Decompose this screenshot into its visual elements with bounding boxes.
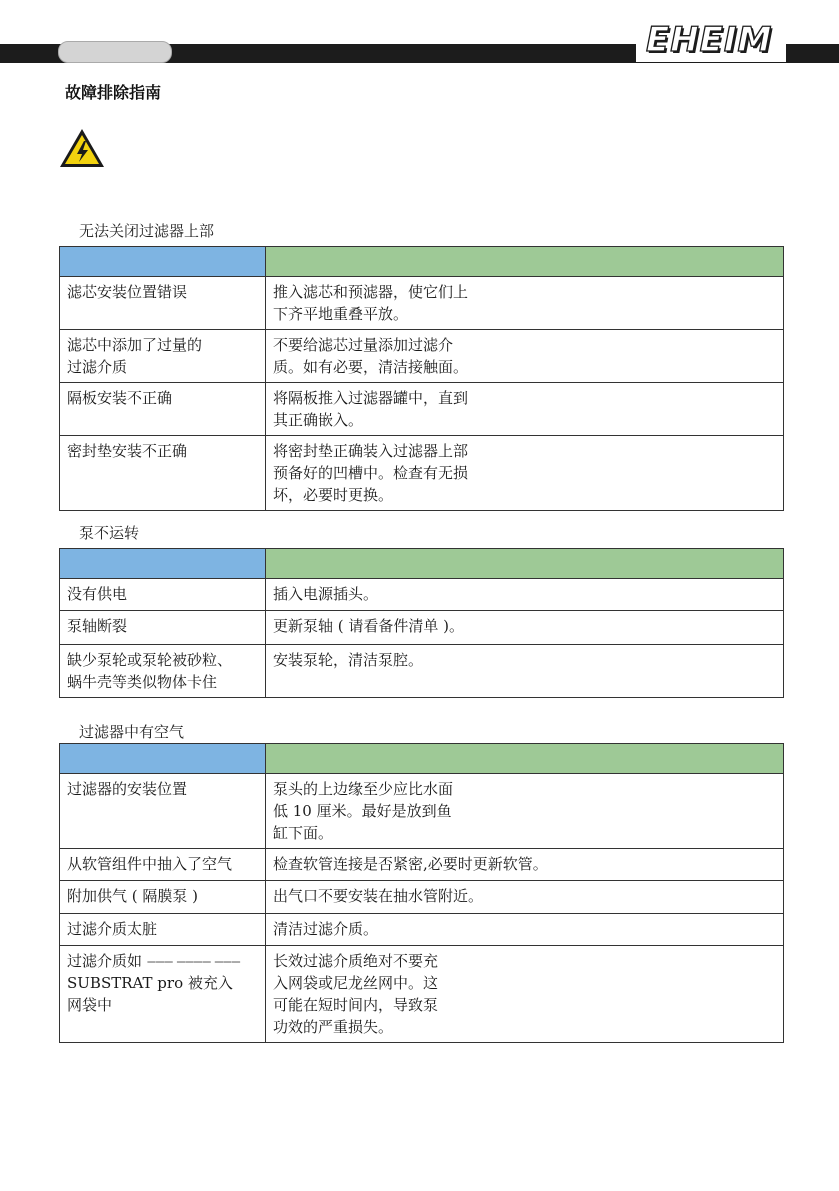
- cause-cell: 从软管组件中抽入了空气: [60, 849, 266, 881]
- table-row: [60, 946, 784, 1043]
- remedy-cell: 插入电源插头。: [266, 579, 784, 611]
- table-header-row: [60, 549, 784, 579]
- remedy-cell: 出气口不要安装在抽水管附近。: [266, 881, 784, 914]
- table-row: [60, 436, 784, 511]
- cause-cell: 过滤介质如 ‒‒‒ ‒‒‒‒ ‒‒‒ SUBSTRAT pro 被充入 网袋中: [60, 946, 266, 1043]
- eheim-logo: EHEIM: [646, 20, 773, 60]
- cause-cell: 滤芯中添加了过量的 过滤介质: [60, 330, 266, 383]
- cause-cell: 密封垫安装不正确: [60, 436, 266, 511]
- remedy-header-cell: [266, 549, 784, 579]
- remedy-cell: 泵头的上边缘至少应比水面 低 10 厘米。最好是放到鱼 缸下面。: [266, 774, 784, 849]
- table-row: [60, 914, 784, 946]
- table-row: [60, 383, 784, 436]
- high-voltage-warning-icon: [58, 127, 106, 169]
- cause-header-cell: [60, 744, 266, 774]
- cause-cell: 缺少泵轮或泵轮被砂粒、 蜗牛壳等类似物体卡住: [60, 645, 266, 698]
- remedy-cell: 推入滤芯和预滤器，使它们上 下齐平地重叠平放。: [266, 277, 784, 330]
- table-row: [60, 849, 784, 881]
- cause-cell: 隔板安装不正确: [60, 383, 266, 436]
- troubleshoot-table-lid: [59, 246, 784, 511]
- remedy-cell: 检查软管连接是否紧密,必要时更新软管。: [266, 849, 784, 881]
- table-row: [60, 277, 784, 330]
- page-title: 故障排除指南: [65, 83, 162, 102]
- table-row: [60, 579, 784, 611]
- table-header-row: [60, 744, 784, 774]
- cause-header-cell: [60, 247, 266, 277]
- table-row: [60, 774, 784, 849]
- cause-cell: 过滤介质太脏: [60, 914, 266, 946]
- cause-cell: 没有供电: [60, 579, 266, 611]
- remedy-header-cell: [266, 744, 784, 774]
- table-row: [60, 330, 784, 383]
- remedy-cell: 长效过滤介质绝对不要充 入网袋或尼龙丝网中。这 可能在短时间内，导致泵 功效的严重损失。: [266, 946, 784, 1043]
- remedy-cell: 将密封垫正确装入过滤器上部 预备好的凹槽中。检查有无损 坏，必要时更换。: [266, 436, 784, 511]
- remedy-header-cell: [266, 247, 784, 277]
- remedy-cell: 更新泵轴 ( 请看备件清单 )。: [266, 611, 784, 645]
- cause-header-cell: [60, 549, 266, 579]
- table-row: [60, 611, 784, 645]
- remedy-cell: 清洁过滤介质。: [266, 914, 784, 946]
- cause-cell: 泵轴断裂: [60, 611, 266, 645]
- section-title-pump: 泵不运转: [79, 524, 140, 542]
- remedy-cell: 不要给滤芯过量添加过滤介 质。如有必要，清洁接触面。: [266, 330, 784, 383]
- section-title-air: 过滤器中有空气: [79, 723, 185, 741]
- cause-cell: 附加供气 ( 隔膜泵 ): [60, 881, 266, 914]
- cause-cell: 滤芯安装位置错误: [60, 277, 266, 330]
- table-row: [60, 645, 784, 698]
- remedy-cell: 安装泵轮，清洁泵腔。: [266, 645, 784, 698]
- page-tab-pill: [58, 41, 172, 63]
- table-header-row: [60, 247, 784, 277]
- troubleshoot-table-pump: [59, 548, 784, 698]
- faded-dashes: ‒‒‒ ‒‒‒‒ ‒‒‒: [146, 952, 240, 970]
- section-title-lid: 无法关闭过滤器上部: [79, 222, 215, 240]
- troubleshoot-table-air: [59, 743, 784, 1043]
- table-row: [60, 881, 784, 914]
- cause-cell: 过滤器的安装位置: [60, 774, 266, 849]
- remedy-cell: 将隔板推入过滤器罐中，直到 其正确嵌入。: [266, 383, 784, 436]
